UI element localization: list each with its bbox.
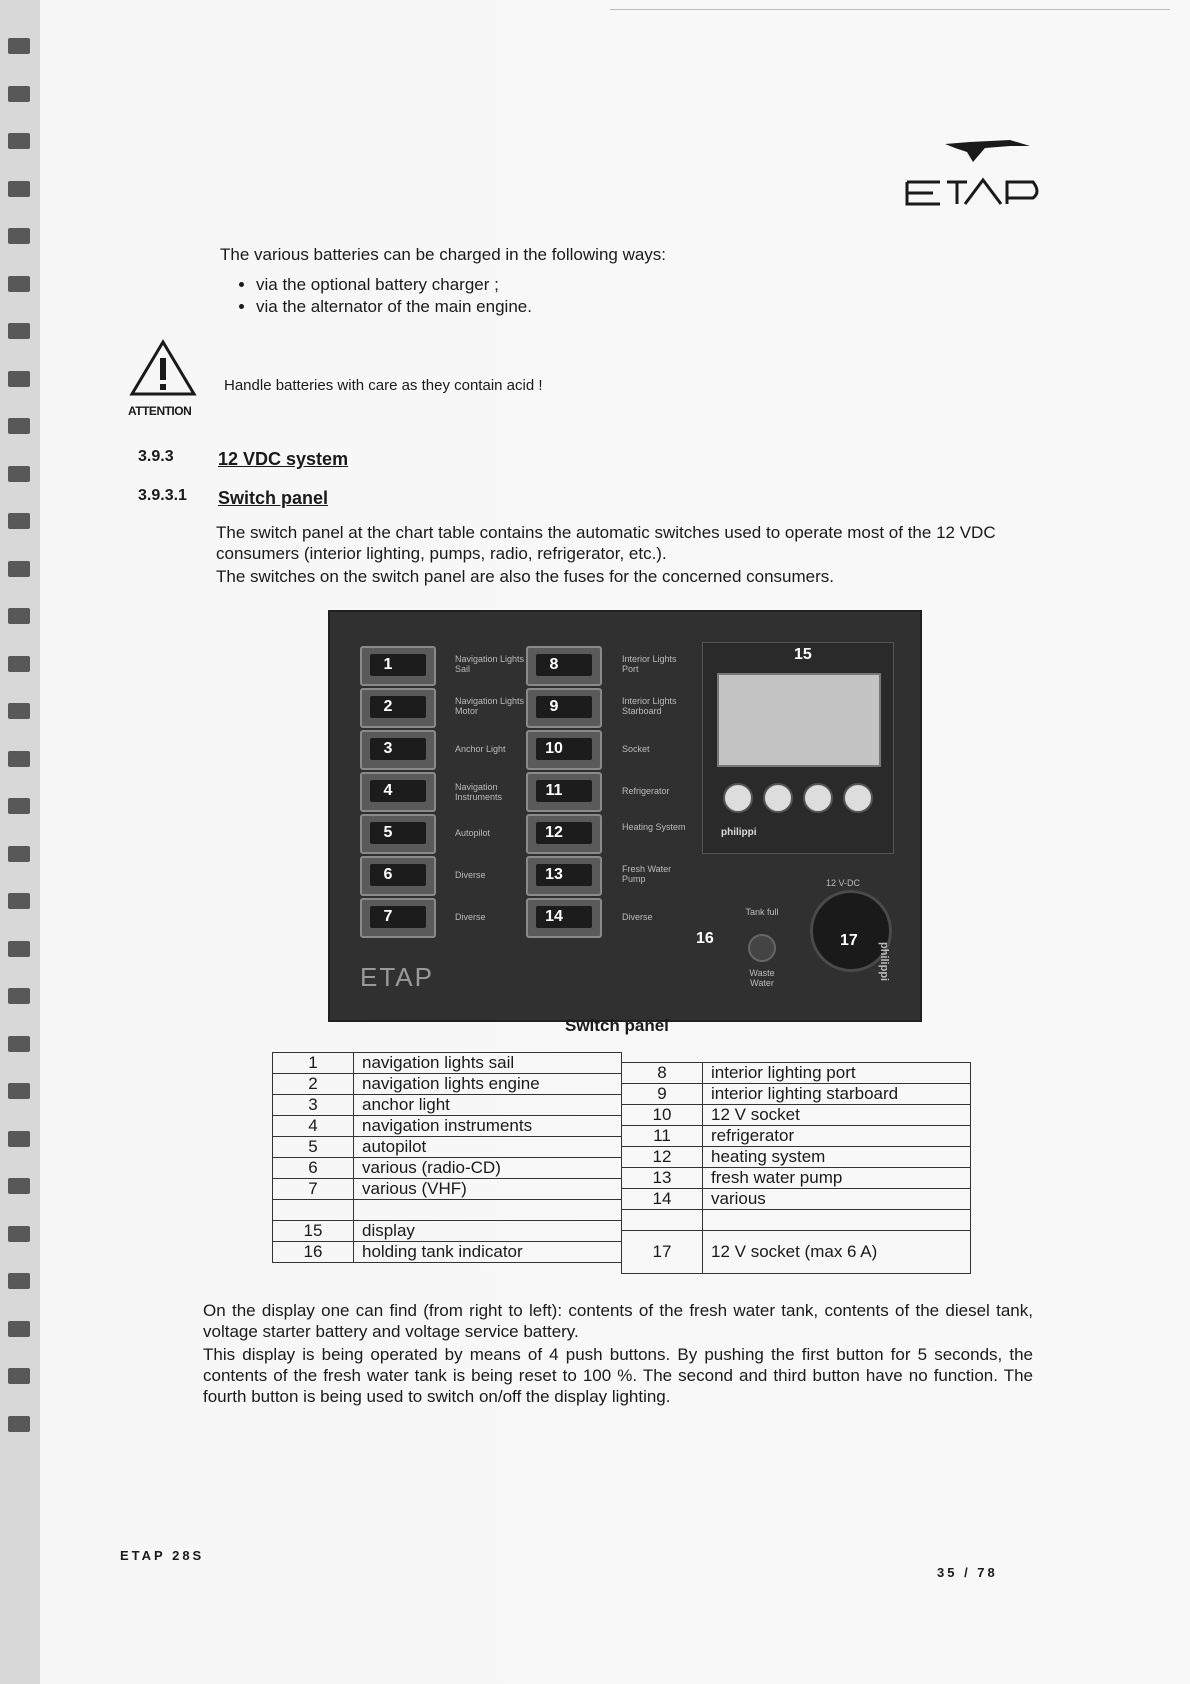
binding-ring (8, 798, 30, 814)
table-cell: holding tank indicator (354, 1242, 622, 1263)
tank-indicator-led (748, 934, 776, 962)
table-row (622, 1147, 971, 1168)
paragraph-switch-panel: The switch panel at the chart table contains the automatic switches used to operate most of the 12 VDC consumers (interior lighting, pumps, radio, refrigerator, etc.). (216, 523, 996, 563)
table-row (622, 1084, 971, 1105)
switch-number: 10 (545, 740, 563, 757)
table-cell: 9 (622, 1084, 703, 1105)
table-cell: heating system (703, 1147, 971, 1168)
binding-ring (8, 703, 30, 719)
table-cell: refrigerator (703, 1126, 971, 1147)
binding-ring (8, 1178, 30, 1194)
switch-label: Heating System (622, 822, 686, 832)
table-cell: 12 V socket (703, 1105, 971, 1126)
switch-number: 9 (549, 698, 559, 715)
subsection-number: 3.9.3.1 (138, 487, 187, 504)
table-cell: 2 (273, 1074, 354, 1095)
footer-model: ETAP 28S (120, 1548, 205, 1563)
switch-panel-figure (328, 610, 922, 1022)
switch-label: Refrigerator (622, 786, 670, 796)
binding-ring (8, 513, 30, 529)
switch-number: 11 (545, 782, 563, 799)
table-cell (622, 1210, 703, 1231)
table-row (273, 1074, 622, 1095)
binding-ring (8, 1036, 30, 1052)
push-button (803, 783, 833, 813)
page-number: 35 / 78 (937, 1565, 998, 1580)
philippi-display (702, 642, 894, 854)
switch-label: Fresh Water Pump (622, 864, 672, 884)
table-row (622, 1126, 971, 1147)
binding-ring (8, 893, 30, 909)
table-cell: navigation instruments (354, 1116, 622, 1137)
switch-number: 3 (383, 740, 393, 757)
switch-label: Interior Lights Port (622, 654, 677, 674)
table-cell: interior lighting port (703, 1063, 971, 1084)
switch-label: Socket (622, 744, 650, 754)
display-number: 15 (794, 646, 812, 663)
table-row (273, 1116, 622, 1137)
table-cell: fresh water pump (703, 1168, 971, 1189)
binding-ring (8, 1368, 30, 1384)
table-cell: various (radio-CD) (354, 1158, 622, 1179)
table-cell: autopilot (354, 1137, 622, 1158)
binding-ring (8, 656, 30, 672)
switch (360, 646, 436, 686)
bird-logo-icon (895, 132, 1045, 212)
switch (360, 898, 436, 938)
table-cell: 16 (273, 1242, 354, 1263)
table-cell: 1 (273, 1053, 354, 1074)
table-cell: various (VHF) (354, 1179, 622, 1200)
legend-table-left (272, 1052, 622, 1263)
switch-number: 7 (383, 908, 393, 925)
table-row (622, 1105, 971, 1126)
table-row (273, 1158, 622, 1179)
binding-ring (8, 608, 30, 624)
binding-ring (8, 751, 30, 767)
table-cell: display (354, 1221, 622, 1242)
table-row (622, 1210, 971, 1231)
switch-label: Navigation Lights Sail (455, 654, 525, 674)
table-cell: 12 (622, 1147, 703, 1168)
table-cell: 13 (622, 1168, 703, 1189)
tank-full-label: Tank full (745, 907, 779, 917)
switch (360, 688, 436, 728)
switch (526, 814, 602, 854)
table-cell: 17 (622, 1231, 703, 1274)
binding-ring (8, 371, 30, 387)
binding-ring (8, 86, 30, 102)
switch (360, 856, 436, 896)
warning-icon (128, 338, 198, 398)
switch-number: 1 (383, 656, 393, 673)
binding-ring (8, 323, 30, 339)
panel-logo: ETAP (360, 962, 434, 992)
push-button (723, 783, 753, 813)
top-edge-line (610, 9, 1170, 10)
binding-ring (8, 466, 30, 482)
socket-label: 12 V-DC (826, 878, 861, 888)
table-row (622, 1063, 971, 1084)
switch (526, 772, 602, 812)
table-cell: 6 (273, 1158, 354, 1179)
table-cell: 10 (622, 1105, 703, 1126)
intro-text: The various batteries can be charged in the following ways: (220, 245, 667, 264)
table-cell: navigation lights engine (354, 1074, 622, 1095)
table-row (273, 1221, 622, 1242)
switch-number: 4 (383, 782, 393, 799)
push-button (843, 783, 873, 813)
side-brand: philippi (878, 942, 890, 982)
binding-ring (8, 1226, 30, 1242)
table-cell: 11 (622, 1126, 703, 1147)
switch-number: 13 (545, 866, 563, 883)
table-row (273, 1200, 622, 1221)
binding-ring (8, 181, 30, 197)
switch-number: 6 (383, 866, 393, 883)
binding-ring (8, 228, 30, 244)
switch-label: Diverse (622, 912, 653, 922)
switch-label: Diverse (455, 870, 486, 880)
binding-ring (8, 1416, 30, 1432)
binding-ring (8, 276, 30, 292)
paragraph-display-contents: On the display one can find (from right to left): contents of the fresh water tank, contents of the diesel tank, voltage starter battery and voltage service battery. (203, 1301, 1033, 1341)
paragraph-fuses: The switches on the switch panel are also the fuses for the concerned consumers. (216, 567, 834, 586)
table-cell: various (703, 1189, 971, 1210)
charge-methods-list (220, 274, 856, 318)
binding-ring (8, 988, 30, 1004)
binding-ring (8, 418, 30, 434)
etap-logo (895, 132, 1045, 212)
switch (360, 730, 436, 770)
list-item: • via the alternator of the main engine. (256, 296, 856, 318)
spiral-binding (0, 0, 40, 1684)
table-cell: navigation lights sail (354, 1053, 622, 1074)
table-cell: 14 (622, 1189, 703, 1210)
binding-ring (8, 561, 30, 577)
switch-number: 12 (545, 824, 563, 841)
table-cell: 8 (622, 1063, 703, 1084)
table-row (273, 1095, 622, 1116)
switch-number: 8 (549, 656, 559, 673)
table-row (622, 1231, 971, 1274)
table-cell: 15 (273, 1221, 354, 1242)
table-row (622, 1189, 971, 1210)
section-title: 12 VDC system (218, 449, 349, 469)
table-cell: interior lighting starboard (703, 1084, 971, 1105)
table-cell (703, 1210, 971, 1231)
table-cell (273, 1200, 354, 1221)
table-row (273, 1179, 622, 1200)
waste-water-label: Waste Water (749, 968, 775, 988)
switch-label: Navigation Lights Motor (455, 696, 525, 716)
warning-text: Handle batteries with care as they contain acid ! (224, 377, 543, 394)
figure-caption: Switch panel (565, 1016, 669, 1035)
push-button (763, 783, 793, 813)
switch-number: 14 (545, 908, 563, 925)
switch-label: Autopilot (455, 828, 491, 838)
table-cell (354, 1200, 622, 1221)
switch-number: 5 (383, 824, 393, 841)
display-brand: philippi (721, 827, 757, 838)
binding-ring (8, 133, 30, 149)
table-cell: 5 (273, 1137, 354, 1158)
paragraph-push-buttons: This display is being operated by means of 4 push buttons. By pushing the first button for 5 seconds, the contents of the fresh water tank is being reset to 100 %. The second and third button have no function. The fourth button is being used to switch on/off the display lighting. (203, 1345, 1033, 1406)
table-row (273, 1242, 622, 1263)
binding-ring (8, 38, 30, 54)
switch (526, 688, 602, 728)
binding-ring (8, 1083, 30, 1099)
switch-label: Navigation Instruments (455, 782, 503, 802)
attention-label: ATTENTION (128, 404, 192, 418)
binding-ring (8, 1273, 30, 1289)
table-cell: 12 V socket (max 6 A) (703, 1231, 971, 1274)
table-row (273, 1053, 622, 1074)
table-row (622, 1168, 971, 1189)
subsection-title: Switch panel (218, 488, 329, 508)
binding-ring (8, 1321, 30, 1337)
section-number: 3.9.3 (138, 448, 174, 465)
switch (360, 772, 436, 812)
legend-table-right (621, 1062, 971, 1274)
switch-number: 2 (383, 698, 393, 715)
switch (360, 814, 436, 854)
binding-ring (8, 941, 30, 957)
list-item: • via the optional battery charger ; (256, 274, 856, 296)
switch (526, 646, 602, 686)
binding-ring (8, 846, 30, 862)
switch-label: Interior Lights Starboard (622, 696, 677, 716)
switch-label: Diverse (455, 912, 486, 922)
switch (526, 898, 602, 938)
display-screen (717, 673, 881, 767)
table-cell: 4 (273, 1116, 354, 1137)
switch-label: Anchor Light (455, 744, 506, 754)
binding-ring (8, 1131, 30, 1147)
table-cell: 7 (273, 1179, 354, 1200)
table-cell: anchor light (354, 1095, 622, 1116)
table-row (273, 1137, 622, 1158)
tank-number: 16 (696, 930, 714, 947)
table-cell: 3 (273, 1095, 354, 1116)
socket-number: 17 (840, 932, 858, 949)
switch (526, 730, 602, 770)
switch (526, 856, 602, 896)
